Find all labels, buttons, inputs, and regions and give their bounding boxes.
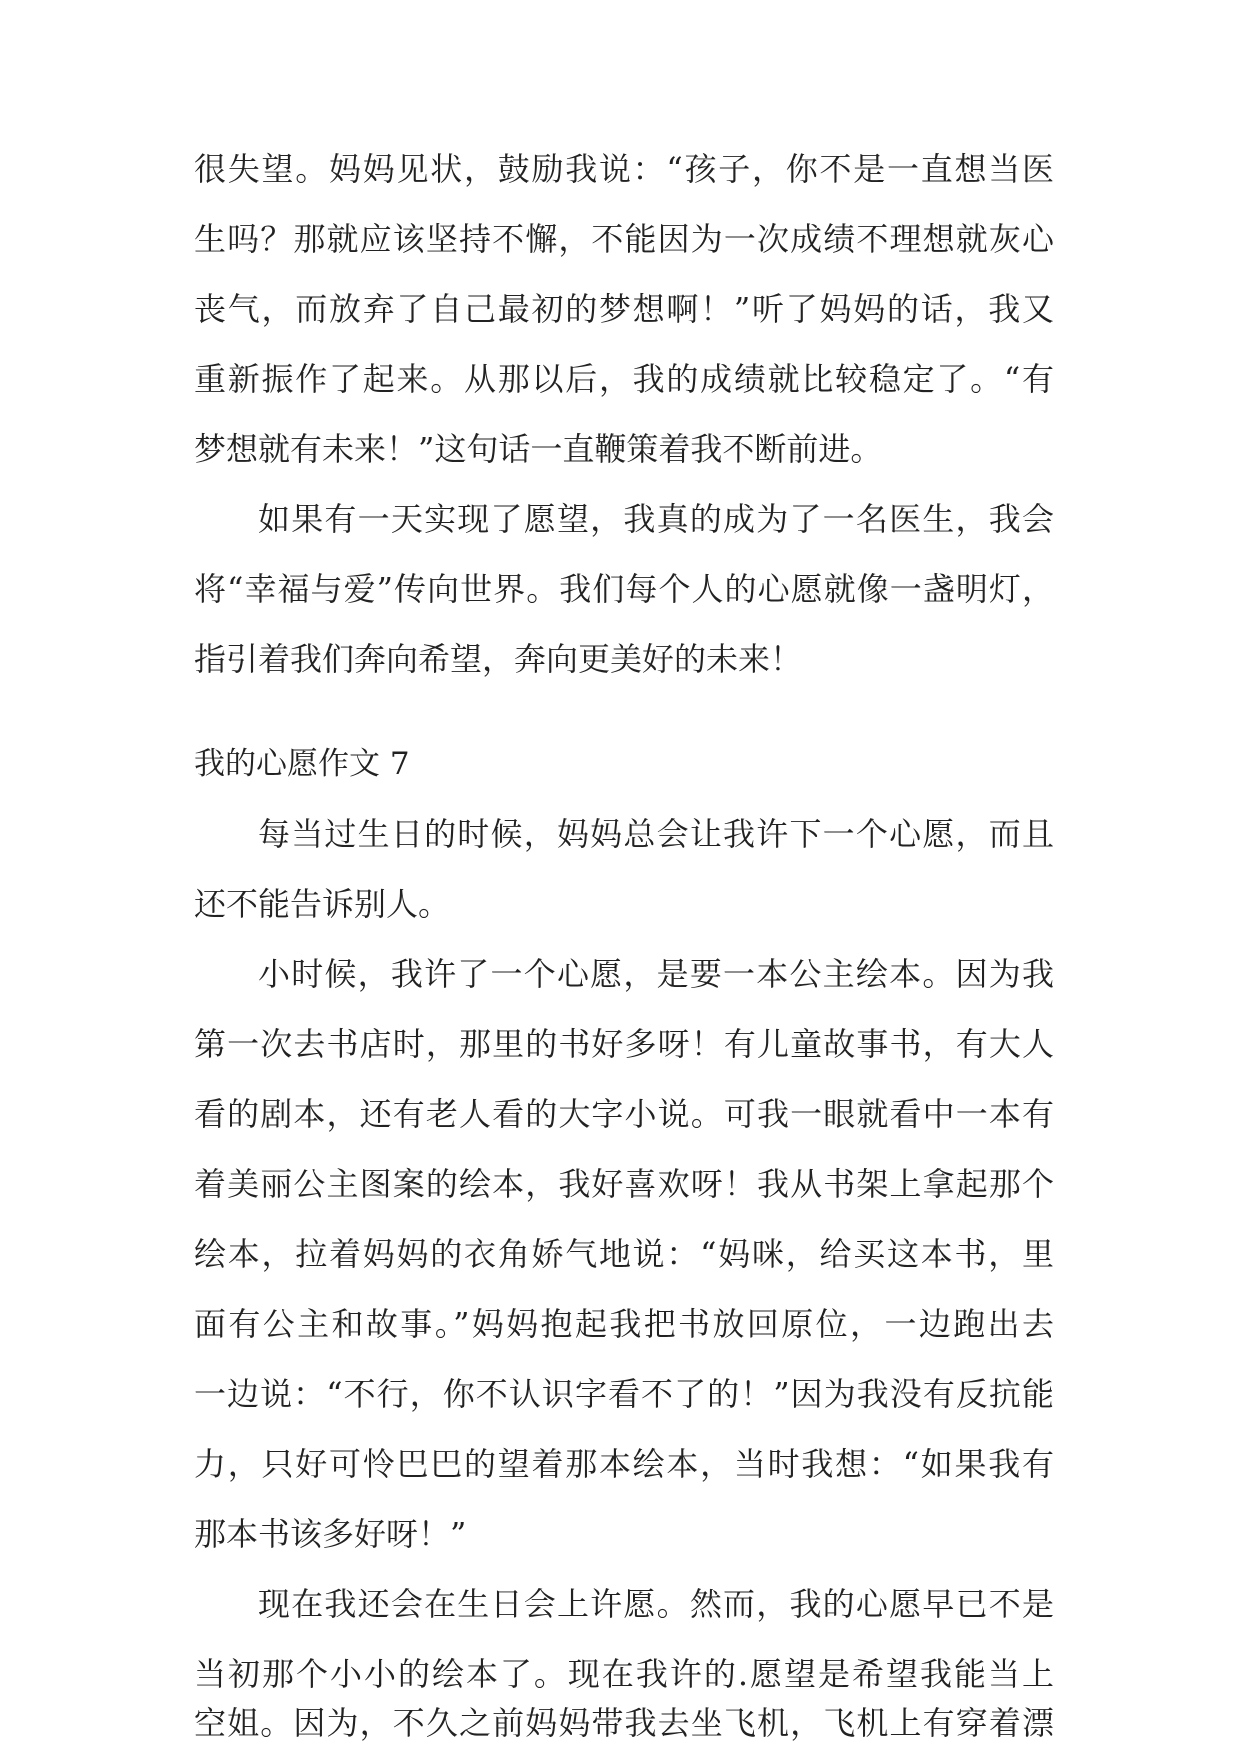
text-line: 丧气，而放弃了自己最初的梦想啊！”听了妈妈的话，我又 [194, 290, 1054, 328]
text-line: 绘本，拉着妈妈的衣角娇气地说：“妈咪，给买这本书，里 [194, 1235, 1054, 1273]
text-line: 如果有一天实现了愿望，我真的成为了一名医生，我会 [258, 500, 1054, 538]
text-line: 空姐。因为，不久之前妈妈带我去坐飞机，飞机上有穿着漂 [194, 1704, 1054, 1742]
text-line: 将“幸福与爱”传向世界。我们每个人的心愿就像一盏明灯， [194, 570, 1054, 608]
text-line: 面有公主和故事。”妈妈抱起我把书放回原位，一边跑出去 [194, 1305, 1054, 1343]
text-line: 指引着我们奔向希望，奔向更美好的未来！ [194, 640, 803, 678]
section-title: 我的心愿作文 7 [194, 746, 410, 782]
text-line: 现在我还会在生日会上许愿。然而，我的心愿早已不是 [258, 1585, 1054, 1623]
text-line: 每当过生日的时候，妈妈总会让我许下一个心愿，而且 [258, 815, 1054, 853]
text-line: 梦想就有未来！”这句话一直鞭策着我不断前进。 [194, 430, 883, 468]
text-line: 一边说：“不行，你不认识字看不了的！”因为我没有反抗能 [194, 1375, 1054, 1413]
text-line: 还不能告诉别人。 [194, 885, 451, 923]
text-line: 那本书该多好呀！” [194, 1515, 467, 1553]
text-line: 看的剧本，还有老人看的大字小说。可我一眼就看中一本有 [194, 1095, 1054, 1133]
text-line: 第一次去书店时，那里的书好多呀！有儿童故事书，有大人 [194, 1025, 1054, 1063]
text-line: 生吗？那就应该坚持不懈，不能因为一次成绩不理想就灰心 [194, 220, 1054, 258]
text-line: 力，只好可怜巴巴的望着那本绘本，当时我想：“如果我有 [194, 1445, 1054, 1483]
text-line: 很失望。妈妈见状，鼓励我说：“孩子，你不是一直想当医 [194, 150, 1054, 188]
text-line: 小时候，我许了一个心愿，是要一本公主绘本。因为我 [258, 955, 1054, 993]
text-line: 重新振作了起来。从那以后，我的成绩就比较稳定了。“有 [194, 360, 1054, 398]
text-line: 当初那个小小的绘本了。现在我许的.愿望是希望我能当上 [194, 1655, 1054, 1693]
text-line: 着美丽公主图案的绘本，我好喜欢呀！我从书架上拿起那个 [194, 1165, 1054, 1203]
